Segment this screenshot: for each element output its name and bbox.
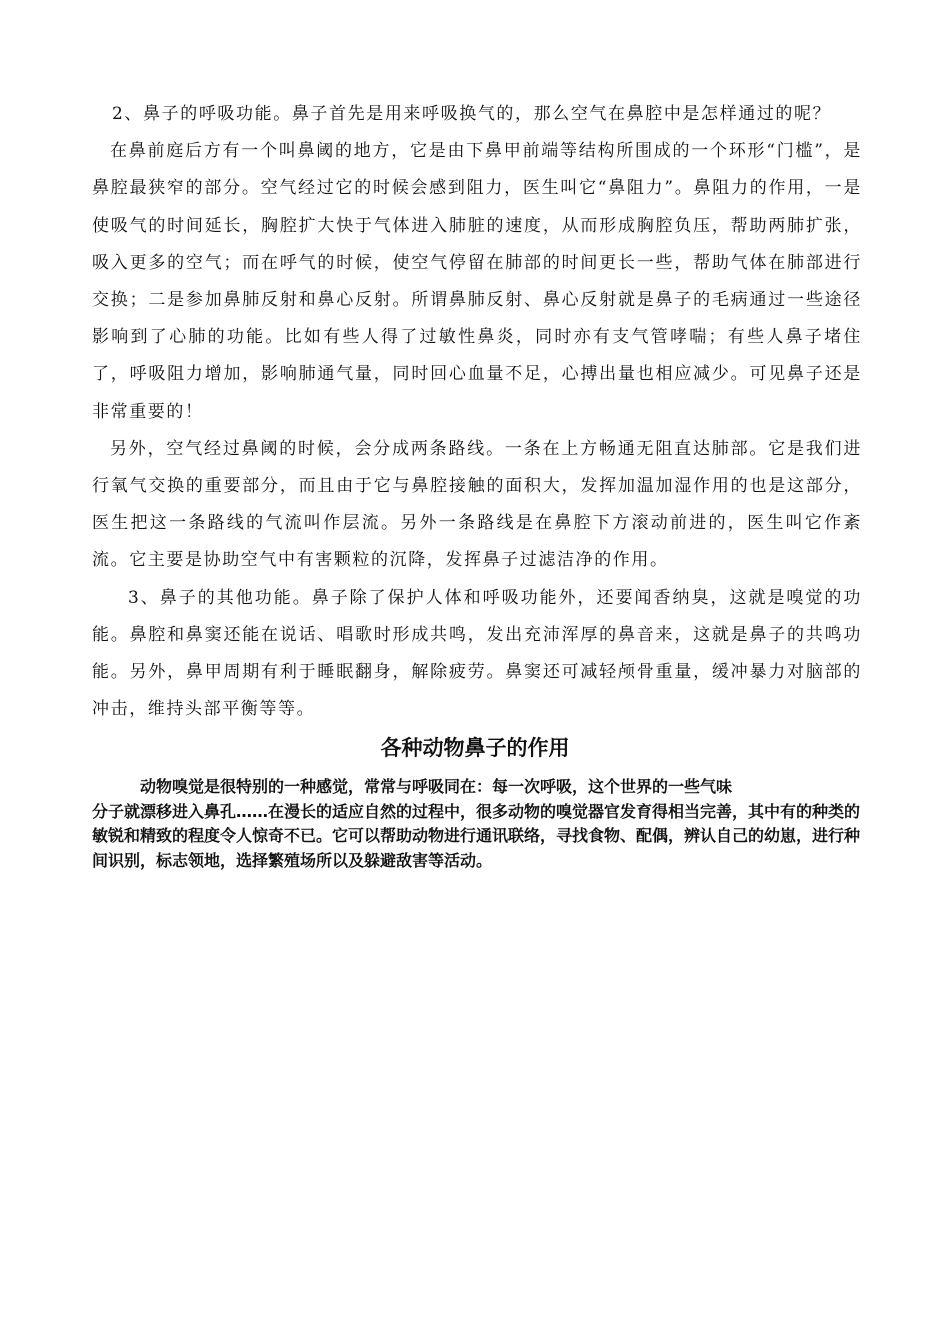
- paragraph-respiration-function: 2、鼻子的呼吸功能。鼻子首先是用来呼吸换气的，那么空气在鼻腔中是怎样通过的呢？: [112, 104, 832, 124]
- document-body: [92, 96, 862, 728]
- animal-smell-rest: 分子就漂移进入鼻孔……在漫长的适应自然的过程中，很多动物的嗅觉器官发育得相当完善，其中有的种类的敏锐和精致的程度令人惊奇不已。它可以帮助动物进行通讯联络，寻找食物、配偶，辨认自己的幼崽，进行种间识别，标志领地，选择繁殖场所以及躲避敌害等活动。: [92, 801, 861, 870]
- section-title: 各种动物鼻子的作用: [380, 737, 570, 760]
- animal-smell-paragraph: [92, 775, 872, 873]
- animal-smell-line-1: 动物嗅觉是很特别的一种感觉，常常与呼吸同在：每一次呼吸，这个世界的一些气味: [140, 777, 733, 796]
- paragraph-other-functions: 3、鼻子的其他功能。鼻子除了保护人体和呼吸功能外，还要闻香纳臭，这就是嗅觉的功能。鼻腔和鼻窦还能在说话、唱歌时形成共鸣，发出充沛浑厚的鼻音来，这就是鼻子的共鸣功能。另外，鼻甲周期有利于睡眠翻身，解除疲劳。鼻窦还可减轻颅骨重量，缓冲暴力对脑部的冲击，维持头部平衡等等。: [92, 587, 862, 720]
- paragraph-airflow-routes: 另外，空气经过鼻阈的时候，会分成两条路线。一条在上方畅通无阻直达肺部。它是我们进行氧气交换的重要部分，而且由于它与鼻腔接触的面积大，发挥加温加湿作用的也是这部分，医生把这一条路线的气流叫作层流。另外一条路线是在鼻腔下方滚动前进的，医生叫它作紊流。它主要是协助空气中有害颗粒的沉降，发挥鼻子过滤洁净的作用。: [92, 438, 862, 571]
- paragraph-nasal-resistance: 在鼻前庭后方有一个叫鼻阈的地方，它是由下鼻甲前端等结构所围成的一个环形“门槛”，是鼻腔最狭窄的部分。空气经过它的时候会感到阻力，医生叫它“鼻阻力”。鼻阻力的作用，一是使吸气的时间延长，胸腔扩大快于气体进入肺脏的速度，从而形成胸腔负压，帮助两肺扩张，吸入更多的空气；而在呼气的时候，使空气停留在肺部的时间更长一些，帮助气体在肺部进行交换；二是参加鼻肺反射和鼻心反射。所谓鼻肺反射、鼻心反射就是鼻子的毛病通过一些途径影响到了心肺的功能。比如有些人得了过敏性鼻炎，同时亦有支气管哮喘；有些人鼻子堵住了，呼吸阻力增加，影响肺通气量，同时回心血量不足，心搏出量也相应减少。可见鼻子还是非常重要的！: [92, 141, 862, 422]
